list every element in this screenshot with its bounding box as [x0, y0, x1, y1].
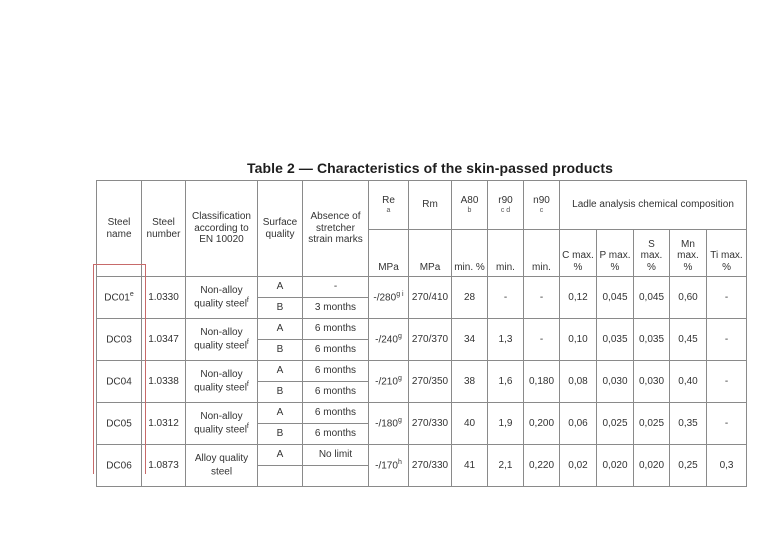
header-classification: Classification according to EN 10020	[186, 181, 258, 277]
header-a80	[452, 181, 488, 230]
cell-steel-number	[142, 445, 186, 487]
highlight-outline	[93, 264, 146, 474]
cell-stretcher-marks-text: -	[333, 281, 338, 293]
cell-mn	[670, 445, 707, 487]
header-steel-number: Steel number	[142, 181, 186, 277]
table-row	[97, 319, 747, 340]
cell-a80	[452, 361, 488, 403]
cell-surface-quality	[258, 445, 303, 466]
cell-r90-text: 1,6	[498, 375, 513, 387]
cell-r90-text: 1,3	[498, 333, 513, 345]
cell-r90	[488, 361, 524, 403]
cell-ti-text: -	[724, 291, 729, 303]
cell-classification	[186, 403, 258, 445]
cell-r90	[488, 445, 524, 487]
cell-ti-text: 0,3	[719, 459, 734, 471]
cell-n90	[524, 403, 560, 445]
footnote-marker: f	[246, 296, 249, 304]
cell-stretcher-marks-text: 6 months	[314, 344, 357, 356]
cell-s	[634, 445, 670, 487]
footnote-marker: g i	[396, 291, 404, 299]
cell-ti	[707, 361, 747, 403]
cell-c-text: 0,06	[568, 417, 588, 429]
cell-n90	[524, 319, 560, 361]
cell-classification	[186, 361, 258, 403]
cell-stretcher-marks	[303, 466, 369, 487]
cell-classification	[186, 319, 258, 361]
unit-a80: min. %	[452, 230, 488, 277]
cell-a80	[452, 445, 488, 487]
cell-stretcher-marks	[303, 319, 369, 340]
cell-mn-text: 0,40	[678, 375, 698, 387]
footnote-marker: f	[246, 422, 249, 430]
header-surface-quality: Surface quality	[258, 181, 303, 277]
cell-classification-text: Alloy quality steel	[194, 453, 249, 478]
cell-a80-text: 41	[463, 459, 476, 471]
characteristics-table	[96, 180, 747, 487]
cell-p	[597, 403, 634, 445]
cell-stretcher-marks	[303, 403, 369, 424]
cell-re	[369, 277, 409, 319]
unit-s: S max. %	[634, 230, 670, 277]
cell-surface-quality	[258, 277, 303, 298]
cell-mn	[670, 277, 707, 319]
cell-r90-text: -	[503, 291, 508, 303]
cell-rm-text: 270/410	[411, 291, 449, 303]
cell-p-text: 0,030	[602, 375, 628, 387]
cell-p-text: 0,045	[602, 291, 628, 303]
cell-re	[369, 445, 409, 487]
cell-steel-number-text: 1.0338	[148, 375, 179, 387]
table-body	[97, 277, 747, 487]
cell-surface-quality	[258, 403, 303, 424]
cell-stretcher-marks	[303, 277, 369, 298]
table-row	[97, 361, 747, 382]
cell-mn-text: 0,45	[678, 333, 698, 345]
cell-s	[634, 277, 670, 319]
cell-re-text: -/170	[375, 460, 398, 472]
cell-surface-quality	[258, 298, 303, 319]
cell-s-text: 0,045	[638, 291, 665, 303]
cell-a80-text: 38	[463, 375, 476, 387]
cell-stretcher-marks-text: 3 months	[314, 302, 357, 314]
cell-steel-name-text: DC06	[106, 460, 132, 472]
cell-s-text: 0,020	[638, 459, 665, 471]
header-r90-note: c d	[500, 207, 511, 215]
cell-steel-name-text: DC05	[106, 418, 132, 430]
cell-re-text: -/280	[373, 292, 397, 304]
cell-steel-number	[142, 403, 186, 445]
cell-a80-text: 34	[463, 333, 476, 345]
footnote-marker: f	[246, 380, 249, 388]
cell-rm	[409, 277, 452, 319]
cell-mn-text: 0,35	[678, 417, 698, 429]
cell-steel-number-text: 1.0330	[148, 291, 179, 303]
cell-p	[597, 361, 634, 403]
cell-ti-text: -	[724, 333, 729, 345]
footnote-marker: g	[397, 333, 402, 341]
cell-steel-number	[142, 277, 186, 319]
unit-p: P max. %	[597, 230, 634, 277]
cell-surface-quality-text: B	[276, 386, 284, 398]
cell-ti	[707, 403, 747, 445]
cell-steel-name-text: DC04	[106, 376, 132, 388]
footnote-marker: g	[397, 375, 402, 383]
cell-stretcher-marks	[303, 382, 369, 403]
unit-n90: min.	[524, 230, 560, 277]
cell-s-text: 0,025	[638, 417, 665, 429]
cell-classification-text: Non-alloy quality steel	[194, 327, 247, 352]
cell-stretcher-marks-text: No limit	[318, 449, 353, 461]
cell-r90	[488, 277, 524, 319]
cell-a80	[452, 277, 488, 319]
cell-surface-quality-text: A	[276, 281, 284, 293]
cell-stretcher-marks-text: 6 months	[314, 407, 357, 419]
cell-p	[597, 277, 634, 319]
footnote-marker: g	[397, 417, 402, 425]
cell-c	[560, 319, 597, 361]
cell-c	[560, 277, 597, 319]
cell-c	[560, 361, 597, 403]
header-ladle-analysis: Ladle analysis chemical composition	[560, 181, 747, 230]
header-rm	[409, 181, 452, 230]
table-row	[97, 403, 747, 424]
cell-mn-text: 0,60	[678, 291, 698, 303]
cell-s-text: 0,035	[638, 333, 665, 345]
cell-surface-quality-text: B	[276, 344, 284, 356]
header-n90-symbol: n90	[533, 194, 550, 206]
cell-ti	[707, 277, 747, 319]
cell-n90	[524, 445, 560, 487]
cell-mn	[670, 403, 707, 445]
cell-c-text: 0,02	[568, 459, 588, 471]
cell-r90-text: 2,1	[498, 459, 513, 471]
cell-ti-text: -	[724, 375, 729, 387]
table-title: Table 2 — Characteristics of the skin-passed products	[246, 160, 614, 176]
unit-re: MPa	[369, 230, 409, 277]
header-a80-note: b	[467, 207, 472, 215]
cell-c	[560, 403, 597, 445]
cell-c	[560, 445, 597, 487]
cell-surface-quality	[258, 466, 303, 487]
cell-c-text: 0,08	[568, 375, 588, 387]
cell-mn	[670, 319, 707, 361]
cell-r90	[488, 403, 524, 445]
table-row	[97, 277, 747, 298]
cell-steel-number-text: 1.0312	[148, 417, 179, 429]
unit-rm: MPa	[409, 230, 452, 277]
header-stretcher-marks: Absence of stretcher strain marks	[303, 181, 369, 277]
header-re	[369, 181, 409, 230]
table-row	[97, 445, 747, 466]
cell-s	[634, 319, 670, 361]
cell-steel-number	[142, 361, 186, 403]
cell-ti-text: -	[724, 417, 729, 429]
unit-c: C max. %	[560, 230, 597, 277]
cell-rm-text: 270/330	[411, 417, 449, 429]
cell-s	[634, 403, 670, 445]
cell-re-text: -/210	[375, 376, 398, 388]
header-a80-symbol: A80	[460, 194, 479, 206]
cell-steel-number-text: 1.0347	[148, 333, 179, 345]
header-r90-symbol: r90	[498, 194, 513, 206]
cell-classification	[186, 445, 258, 487]
cell-stretcher-marks	[303, 361, 369, 382]
footnote-marker: f	[246, 338, 249, 346]
cell-classification-text: Non-alloy quality steel	[194, 369, 247, 394]
footnote-marker: h	[397, 459, 402, 467]
header-re-note: a	[386, 207, 391, 215]
cell-re	[369, 319, 409, 361]
table-viewport	[96, 180, 743, 478]
cell-surface-quality	[258, 424, 303, 445]
cell-surface-quality-text: A	[276, 323, 284, 335]
unit-ti: Ti max. %	[707, 230, 747, 277]
cell-stretcher-marks-text: 6 months	[314, 386, 357, 398]
cell-stretcher-marks-text: 6 months	[314, 323, 357, 335]
cell-stretcher-marks	[303, 298, 369, 319]
cell-rm	[409, 319, 452, 361]
cell-surface-quality-text: B	[276, 428, 284, 440]
cell-steel-number-text: 1.0873	[148, 459, 179, 471]
cell-steel-name-text: DC01	[104, 292, 130, 304]
cell-a80-text: 28	[463, 291, 476, 303]
cell-stretcher-marks-text: 6 months	[314, 365, 357, 377]
cell-n90-text: -	[539, 333, 544, 345]
header-n90	[524, 181, 560, 230]
cell-classification-text: Non-alloy quality steel	[194, 411, 247, 436]
cell-rm	[409, 445, 452, 487]
footnote-marker: e	[129, 291, 134, 299]
header-rm-symbol: Rm	[422, 199, 438, 211]
header-steel-name: Steel name	[97, 181, 142, 277]
cell-p	[597, 445, 634, 487]
cell-a80	[452, 319, 488, 361]
header-n90-note: c	[539, 207, 544, 215]
cell-c-text: 0,12	[568, 291, 588, 303]
cell-s	[634, 361, 670, 403]
cell-s-text: 0,030	[638, 375, 665, 387]
cell-n90	[524, 277, 560, 319]
cell-re	[369, 403, 409, 445]
cell-classification-text: Non-alloy quality steel	[194, 285, 247, 310]
cell-surface-quality	[258, 382, 303, 403]
cell-re-text: -/180	[375, 418, 398, 430]
cell-n90-text: 0,220	[528, 459, 555, 471]
cell-surface-quality-text: A	[276, 365, 284, 377]
cell-mn-text: 0,25	[678, 459, 698, 471]
cell-ti	[707, 319, 747, 361]
cell-surface-quality	[258, 319, 303, 340]
cell-stretcher-marks	[303, 424, 369, 445]
cell-a80-text: 40	[463, 417, 476, 429]
unit-r90: min.	[488, 230, 524, 277]
cell-n90	[524, 361, 560, 403]
cell-n90-text: 0,200	[528, 417, 555, 429]
cell-re	[369, 361, 409, 403]
cell-p	[597, 319, 634, 361]
cell-p-text: 0,020	[602, 459, 628, 471]
cell-ti	[707, 445, 747, 487]
cell-stretcher-marks	[303, 340, 369, 361]
cell-p-text: 0,035	[602, 333, 628, 345]
cell-surface-quality	[258, 340, 303, 361]
cell-p-text: 0,025	[602, 417, 628, 429]
cell-surface-quality	[258, 361, 303, 382]
cell-rm-text: 270/370	[411, 333, 449, 345]
cell-n90-text: 0,180	[528, 375, 555, 387]
cell-stretcher-marks	[303, 445, 369, 466]
cell-surface-quality-text: A	[276, 449, 284, 461]
cell-c-text: 0,10	[568, 333, 588, 345]
cell-rm-text: 270/330	[411, 459, 449, 471]
cell-rm	[409, 403, 452, 445]
cell-mn	[670, 361, 707, 403]
cell-rm-text: 270/350	[411, 375, 449, 387]
cell-r90	[488, 319, 524, 361]
cell-re-text: -/240	[375, 334, 398, 346]
cell-surface-quality-text: A	[276, 407, 284, 419]
header-re-symbol: Re	[382, 194, 395, 206]
cell-stretcher-marks-text: 6 months	[314, 428, 357, 440]
cell-a80	[452, 403, 488, 445]
cell-rm	[409, 361, 452, 403]
header-r90	[488, 181, 524, 230]
cell-classification	[186, 277, 258, 319]
cell-surface-quality-text: B	[276, 302, 284, 314]
cell-steel-name-text: DC03	[106, 334, 132, 346]
unit-mn: Mn max. %	[670, 230, 707, 277]
cell-r90-text: 1,9	[498, 417, 513, 429]
cell-steel-number	[142, 319, 186, 361]
cell-n90-text: -	[539, 291, 544, 303]
